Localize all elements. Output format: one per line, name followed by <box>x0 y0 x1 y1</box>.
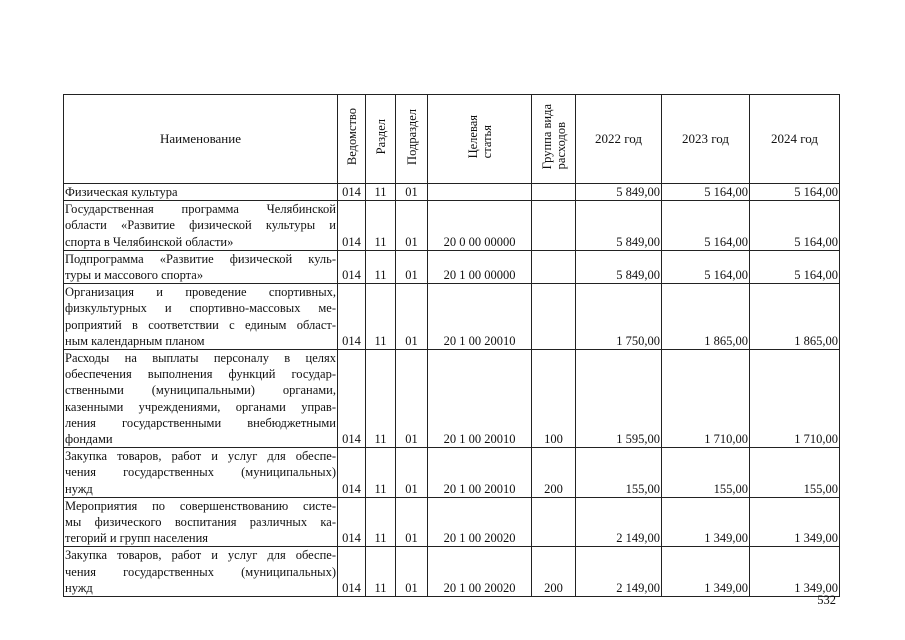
row-name-line: ным календарным планом <box>65 333 205 348</box>
row-name-line: Закупка товаров, работ и услуг для обеспе- <box>65 548 336 563</box>
cell-2023: 5 164,00 <box>662 184 750 201</box>
cell-razdel: 11 <box>366 284 396 350</box>
cell-2024: 1 865,00 <box>750 284 840 350</box>
table-header <box>64 95 840 184</box>
table-row <box>64 497 840 547</box>
row-name-line: нужд <box>65 580 93 595</box>
cell-2023: 155,00 <box>662 448 750 498</box>
cell-podrazdel: 01 <box>396 448 428 498</box>
cell-2022: 155,00 <box>576 448 662 498</box>
cell-gruppa-vida-rashodov <box>532 497 576 547</box>
row-name-line: нужд <box>65 481 93 496</box>
row-name-line: спорта в Челябинской области» <box>65 234 234 249</box>
cell-2024: 5 164,00 <box>750 184 840 201</box>
cell-2024: 1 710,00 <box>750 350 840 448</box>
cell-celevaya-statya: 20 1 00 20020 <box>428 497 532 547</box>
header-podrazdel: Подраздел <box>396 95 428 184</box>
table-row <box>64 547 840 597</box>
cell-vedomstvo: 014 <box>338 497 366 547</box>
cell-2022: 2 149,00 <box>576 497 662 547</box>
cell-2022: 5 849,00 <box>576 184 662 201</box>
row-name-line: ственными (муниципальными) органами, <box>65 383 336 398</box>
row-name <box>64 350 338 448</box>
cell-razdel: 11 <box>366 250 396 283</box>
row-name-line: роприятий в соответствии с единым област- <box>65 317 336 332</box>
cell-2023: 5 164,00 <box>662 201 750 251</box>
cell-vedomstvo: 014 <box>338 284 366 350</box>
cell-2022: 5 849,00 <box>576 201 662 251</box>
row-name <box>64 448 338 498</box>
row-name-line: тегорий и групп населения <box>65 531 209 546</box>
row-name-line: ления государственными внебюджетными <box>65 415 336 430</box>
cell-vedomstvo: 014 <box>338 547 366 597</box>
cell-razdel: 11 <box>366 184 396 201</box>
header-razdel: Раздел <box>366 95 396 184</box>
cell-gruppa-vida-rashodov <box>532 250 576 283</box>
header-celevaya-statya: Целеваястатья <box>428 95 532 184</box>
row-name-line: Расходы на выплаты персоналу в целях <box>65 351 336 366</box>
row-name <box>64 547 338 597</box>
cell-razdel: 11 <box>366 448 396 498</box>
cell-razdel: 11 <box>366 547 396 597</box>
row-name-line: чения государственных (муниципальных) <box>65 564 336 579</box>
cell-podrazdel: 01 <box>396 201 428 251</box>
row-name-line: обеспечения выполнения функций государ- <box>65 367 336 382</box>
cell-celevaya-statya: 20 1 00 20010 <box>428 350 532 448</box>
row-name-line: Физическая культура <box>65 185 178 199</box>
page-number: 532 <box>817 593 836 607</box>
row-name-line: туры и массового спорта» <box>65 268 204 283</box>
cell-gruppa-vida-rashodov: 200 <box>532 448 576 498</box>
cell-celevaya-statya: 20 0 00 00000 <box>428 201 532 251</box>
cell-2024: 1 349,00 <box>750 497 840 547</box>
cell-gruppa-vida-rashodov: 100 <box>532 350 576 448</box>
row-name-line: мы физического воспитания различных ка- <box>65 515 336 530</box>
cell-celevaya-statya: 20 1 00 20010 <box>428 284 532 350</box>
row-name-line: физкультурных и спортивно-массовых ме- <box>65 301 336 316</box>
cell-2022: 1 750,00 <box>576 284 662 350</box>
cell-2022: 5 849,00 <box>576 250 662 283</box>
cell-2024: 5 164,00 <box>750 250 840 283</box>
cell-gruppa-vida-rashodov <box>532 184 576 201</box>
table-body <box>64 184 840 597</box>
table-row <box>64 284 840 350</box>
row-name <box>64 284 338 350</box>
cell-podrazdel: 01 <box>396 250 428 283</box>
row-name-line: чения государственных (муниципальных) <box>65 465 336 480</box>
header-2024: 2024 год <box>750 95 840 184</box>
row-name-line: Организация и проведение спортивных, <box>65 285 336 300</box>
cell-2023: 1 349,00 <box>662 547 750 597</box>
cell-razdel: 11 <box>366 497 396 547</box>
header-gruppa-vida-rashodov: Группа видарасходов <box>532 95 576 184</box>
row-name-line: казенными учреждениями, органами управ- <box>65 399 336 414</box>
row-name-line: Мероприятия по совершенствованию систе- <box>65 498 336 513</box>
cell-celevaya-statya: 20 1 00 20010 <box>428 448 532 498</box>
cell-podrazdel: 01 <box>396 547 428 597</box>
cell-podrazdel: 01 <box>396 497 428 547</box>
cell-podrazdel: 01 <box>396 350 428 448</box>
cell-celevaya-statya: 20 1 00 00000 <box>428 250 532 283</box>
cell-2024: 155,00 <box>750 448 840 498</box>
cell-2023: 1 710,00 <box>662 350 750 448</box>
cell-2023: 1 349,00 <box>662 497 750 547</box>
table-row <box>64 350 840 448</box>
cell-celevaya-statya <box>428 184 532 201</box>
cell-2022: 1 595,00 <box>576 350 662 448</box>
row-name-line: Государственная программа Челябинской <box>65 202 336 217</box>
cell-podrazdel: 01 <box>396 284 428 350</box>
header-vedomstvo: Ведомство <box>338 95 366 184</box>
cell-razdel: 11 <box>366 201 396 251</box>
cell-podrazdel: 01 <box>396 184 428 201</box>
row-name-line: фондами <box>65 432 113 447</box>
table-row <box>64 184 840 201</box>
cell-2023: 5 164,00 <box>662 250 750 283</box>
table-row <box>64 250 840 283</box>
cell-vedomstvo: 014 <box>338 448 366 498</box>
row-name-line: области «Развитие физической культуры и <box>65 218 336 233</box>
cell-razdel: 11 <box>366 350 396 448</box>
cell-celevaya-statya: 20 1 00 20020 <box>428 547 532 597</box>
header-name: Наименование <box>64 95 338 184</box>
row-name-line: Подпрограмма «Развитие физической куль- <box>65 251 336 266</box>
row-name <box>64 250 338 283</box>
table-row <box>64 448 840 498</box>
table-row <box>64 201 840 251</box>
budget-table <box>63 94 840 597</box>
cell-gruppa-vida-rashodov <box>532 201 576 251</box>
header-2022: 2022 год <box>576 95 662 184</box>
header-2023: 2023 год <box>662 95 750 184</box>
cell-vedomstvo: 014 <box>338 350 366 448</box>
cell-vedomstvo: 014 <box>338 201 366 251</box>
row-name <box>64 184 338 201</box>
row-name <box>64 201 338 251</box>
cell-2024: 5 164,00 <box>750 201 840 251</box>
cell-2023: 1 865,00 <box>662 284 750 350</box>
cell-2022: 2 149,00 <box>576 547 662 597</box>
cell-gruppa-vida-rashodov: 200 <box>532 547 576 597</box>
cell-2024: 1 349,00 <box>750 547 840 597</box>
cell-gruppa-vida-rashodov <box>532 284 576 350</box>
row-name <box>64 497 338 547</box>
row-name-line: Закупка товаров, работ и услуг для обеспе- <box>65 449 336 464</box>
cell-vedomstvo: 014 <box>338 184 366 201</box>
cell-vedomstvo: 014 <box>338 250 366 283</box>
